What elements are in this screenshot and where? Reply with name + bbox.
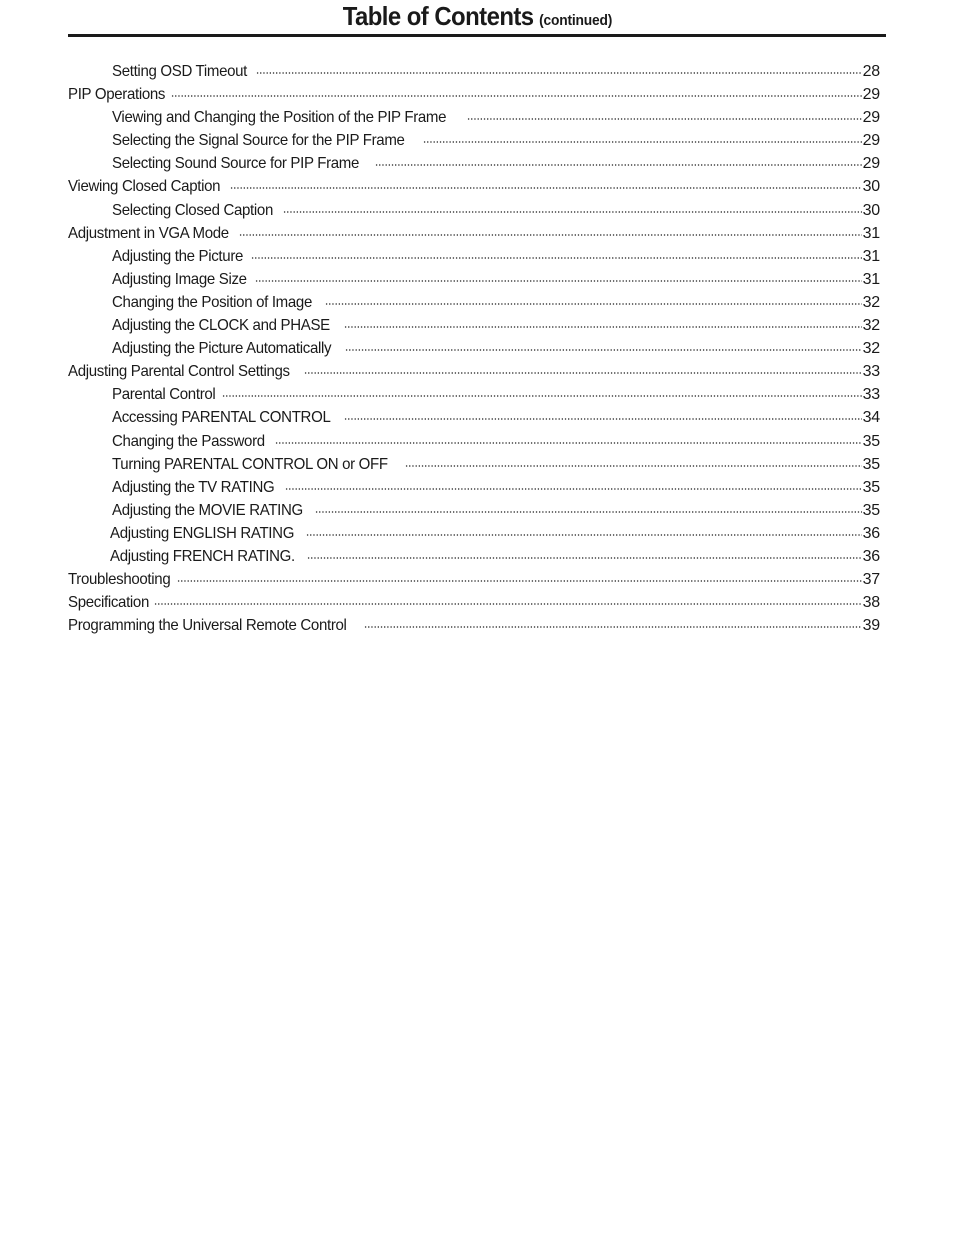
toc-entry-label: Adjusting the Picture <box>112 247 244 265</box>
toc-page-number: 32 <box>862 293 880 311</box>
toc-page-number: 29 <box>862 109 880 127</box>
dot-leader <box>307 557 862 559</box>
toc-page-number: 36 <box>862 547 880 565</box>
toc-page-number: 30 <box>862 178 880 196</box>
toc-subsection-entry <box>68 268 880 291</box>
toc-entry-label: Adjusting Image Size <box>112 270 247 288</box>
dot-leader <box>171 95 861 97</box>
toc-section-entry <box>68 222 880 245</box>
dot-leader <box>423 141 861 143</box>
toc-section-entry <box>68 83 880 106</box>
toc-subsection-entry <box>68 406 880 429</box>
toc-entry-label: Adjusting the TV RATING <box>112 478 275 496</box>
dot-leader <box>344 418 861 420</box>
toc-entry-label: Setting OSD Timeout <box>112 63 248 80</box>
toc-subsection-entry <box>68 199 880 222</box>
toc-subsection-entry <box>68 383 880 406</box>
toc-section-entry <box>68 360 880 383</box>
toc-page-number: 37 <box>862 571 880 589</box>
dot-leader <box>177 580 862 582</box>
toc-subsection-entry <box>68 453 880 476</box>
dot-leader <box>230 187 862 189</box>
toc-section-entry <box>68 614 880 637</box>
toc-entry-label: Adjusting FRENCH RATING. <box>110 547 295 565</box>
toc-subsection-entry <box>68 245 880 268</box>
dot-leader <box>375 164 862 166</box>
toc-entry-label: Selecting Closed Caption <box>112 201 273 219</box>
dot-leader <box>467 118 861 120</box>
toc-entry-label: Accessing PARENTAL CONTROL <box>112 409 331 427</box>
toc-page-number: 31 <box>862 247 880 265</box>
toc-page-number: 35 <box>862 432 880 450</box>
toc-subsection-entry <box>68 291 880 314</box>
toc-page-number: 39 <box>862 617 880 635</box>
toc-page-number: 29 <box>862 86 880 104</box>
dot-leader <box>239 234 862 236</box>
toc-page-number: 38 <box>862 594 880 612</box>
toc-subsection-entry <box>68 430 880 453</box>
dot-leader <box>154 603 861 605</box>
toc-page-number: 33 <box>862 363 880 381</box>
toc-entry-label: PIP Operations <box>68 86 166 104</box>
toc-page-number: 28 <box>862 63 880 80</box>
page-header <box>68 0 886 37</box>
toc-entry-label: Specification <box>68 594 150 612</box>
toc-subsection-entry <box>68 476 880 499</box>
toc-entry-label: Viewing Closed Caption <box>68 178 221 196</box>
title-subtitle: (continued) <box>538 12 612 29</box>
toc-entry-label: Adjusting Parental Control Settings <box>68 363 290 381</box>
dot-leader <box>283 211 861 213</box>
toc-subsection-entry <box>68 499 880 522</box>
toc-page-number: 32 <box>862 317 880 335</box>
toc-page-number: 29 <box>862 132 880 150</box>
toc-subsection-entry <box>68 106 880 129</box>
toc-subsection-entry <box>68 337 880 360</box>
page-title <box>342 0 611 37</box>
toc-section-entry <box>68 591 880 614</box>
toc-subsection-entry <box>68 545 880 568</box>
dot-leader <box>275 442 862 444</box>
toc-entry-label: Changing the Position of Image <box>112 293 312 311</box>
toc-section-entry <box>68 175 880 198</box>
toc-page-number: 32 <box>862 340 880 358</box>
toc-entry-label: Parental Control <box>112 386 216 404</box>
toc-page-number: 35 <box>862 478 880 496</box>
dot-leader <box>344 326 862 328</box>
dot-leader <box>345 349 861 351</box>
dot-leader <box>364 626 861 628</box>
toc-subsection-entry <box>68 60 880 83</box>
dot-leader <box>306 534 862 536</box>
dot-leader <box>251 257 861 259</box>
toc-entry-label: Selecting Sound Source for PIP Frame <box>112 155 360 173</box>
dot-leader <box>256 72 862 74</box>
dot-leader <box>222 395 862 397</box>
dot-leader <box>315 511 861 513</box>
toc-page-number: 30 <box>862 201 880 219</box>
toc-subsection-entry <box>68 314 880 337</box>
toc-section-entry <box>68 568 880 591</box>
toc-entry-label: Adjusting the MOVIE RATING <box>112 501 303 519</box>
toc-entry-label: Programming the Universal Remote Control <box>68 617 347 635</box>
table-of-contents <box>68 60 880 637</box>
dot-leader <box>255 280 861 282</box>
toc-entry-label: Adjusting the Picture Automatically <box>112 340 332 358</box>
toc-subsection-entry <box>68 522 880 545</box>
toc-entry-label: Adjusting the CLOCK and PHASE <box>112 317 330 335</box>
title-text: Table of Contents <box>342 1 534 31</box>
toc-page-number: 35 <box>862 501 880 519</box>
dot-leader <box>285 488 862 490</box>
dot-leader <box>304 372 862 374</box>
toc-entry-label: Adjustment in VGA Mode <box>68 224 229 242</box>
dot-leader <box>405 465 861 467</box>
toc-subsection-entry <box>68 129 880 152</box>
toc-entry-label: Adjusting ENGLISH RATING <box>110 524 295 542</box>
toc-page-number: 36 <box>862 524 880 542</box>
toc-page-number: 31 <box>862 270 880 288</box>
toc-entry-label: Changing the Password <box>112 432 265 450</box>
toc-subsection-entry <box>68 152 880 175</box>
toc-page-number: 29 <box>862 155 880 173</box>
toc-entry-label: Turning PARENTAL CONTROL ON or OFF <box>112 455 388 473</box>
toc-page-number: 31 <box>862 224 880 242</box>
toc-entry-label: Selecting the Signal Source for the PIP Frame <box>112 132 405 150</box>
toc-page-number: 35 <box>862 455 880 473</box>
toc-page-number: 33 <box>862 386 880 404</box>
dot-leader <box>325 303 862 305</box>
toc-page-number: 34 <box>862 409 880 427</box>
toc-entry-label: Viewing and Changing the Position of the PIP Frame <box>112 109 447 127</box>
toc-entry-label: Troubleshooting <box>68 571 171 589</box>
